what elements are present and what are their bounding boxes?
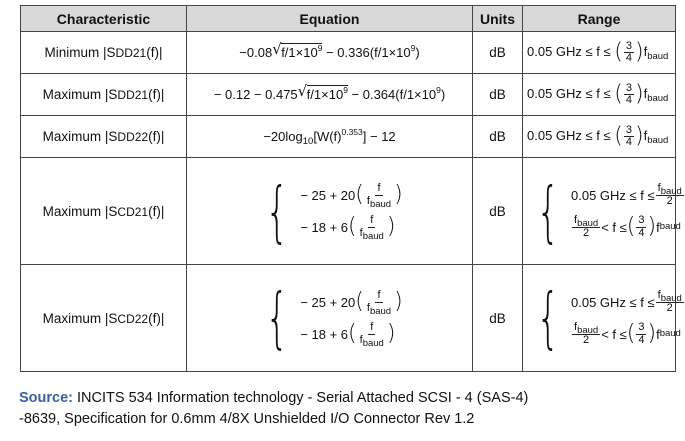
characteristic-cell: Maximum |SDD21(f)| (21, 74, 187, 116)
header-range: Range (523, 6, 676, 32)
equation-cell (187, 116, 473, 158)
left-brace-icon: { (536, 279, 560, 357)
source-caption (19, 388, 528, 430)
left-brace-icon: { (265, 279, 289, 357)
left-brace-icon: { (265, 172, 289, 250)
equation: − 0.12 − 0.475 √ $f/1\times 10^9 - 0.364(f/1\times 10^9)$ (213, 82, 446, 103)
table-row (21, 116, 676, 158)
source-label: Source: (19, 390, 73, 406)
range-expression: 0.05 GHz ≤ f ≤ ( $\frac{3}{4}$ )$f_{baud}$ (527, 39, 669, 65)
table-row (21, 158, 676, 265)
range-expression: 0.05 GHz ≤ f ≤ ( $\frac{3}{4}$ )$f_{baud}$ (527, 81, 669, 107)
piecewise-range: { 0.05 GHz ≤ f ≤ $\frac{f_{baud}}{2}$ $\frac{f_{baud}}{2}$ < f ≤ ( $\frac{3}{4}$ ) f baud (536, 279, 682, 357)
piecewise-range: { 0.05 GHz ≤ f ≤ $\frac{f_{baud}}{2}$ $\frac{f_{baud}}{2}$ < f ≤ ( $\frac{3}{4}$ ) f baud (536, 172, 682, 250)
characteristic-cell: Maximum |SCD22(f)| (21, 265, 187, 372)
source-text-1: INCITS 534 Information technology - Serial Attached SCSI - 4 (SAS-4) (73, 390, 529, 406)
left-brace-icon: { (536, 172, 560, 250)
units-cell: dB (473, 158, 523, 265)
range-cell (523, 116, 676, 158)
range-expression: 0.05 GHz ≤ f ≤ ( $\frac{3}{4}$ )$f_{baud}$ (527, 123, 669, 149)
equation: $-20\log_{10}[W(f)^{0.353}] - 12$ (263, 126, 396, 147)
table-row (21, 32, 676, 74)
spec-table (20, 5, 682, 372)
characteristic-cell: Maximum |SCD21(f)| (21, 158, 187, 265)
equation-cell (187, 32, 473, 74)
equation-cell (187, 158, 473, 265)
header-row (21, 6, 676, 32)
source-line-2: -8639, Specification for 0.6mm 4/8X Unshielded I/O Connector Rev 1.2 (19, 411, 475, 427)
header-characteristic: Characteristic (21, 6, 187, 32)
characteristic-cell: Maximum |SDD22(f)| (21, 116, 187, 158)
piecewise-equation: { − 25 + 20 ( $\frac{f}{f_{baud}}$ ) − 18 + 6 ( $\frac{f}{f_{baud}}$ ) (265, 172, 403, 250)
source-line-1 (19, 388, 528, 409)
units-cell: dB (473, 74, 523, 116)
piecewise-equation: { − 25 + 20 ( $\frac{f}{f_{baud}}$ ) − 18 + 6 ( $\frac{f}{f_{baud}}$ ) (265, 279, 403, 357)
table-row (21, 74, 676, 116)
header-units: Units (473, 6, 523, 32)
equation-cell (187, 265, 473, 372)
units-cell: dB (473, 116, 523, 158)
characteristic-cell: Minimum |SDD21(f)| (21, 32, 187, 74)
equation-cell (187, 74, 473, 116)
units-cell: dB (473, 265, 523, 372)
table-row (21, 265, 676, 372)
range-cell (523, 74, 676, 116)
units-cell: dB (473, 32, 523, 74)
equation: −0.08 √ $f/1\times 10^9 - 0.336(f/1\times 10^9)$ (239, 40, 420, 61)
header-equation: Equation (187, 6, 473, 32)
range-cell (523, 158, 682, 265)
range-cell (523, 32, 676, 74)
range-cell (523, 265, 682, 372)
